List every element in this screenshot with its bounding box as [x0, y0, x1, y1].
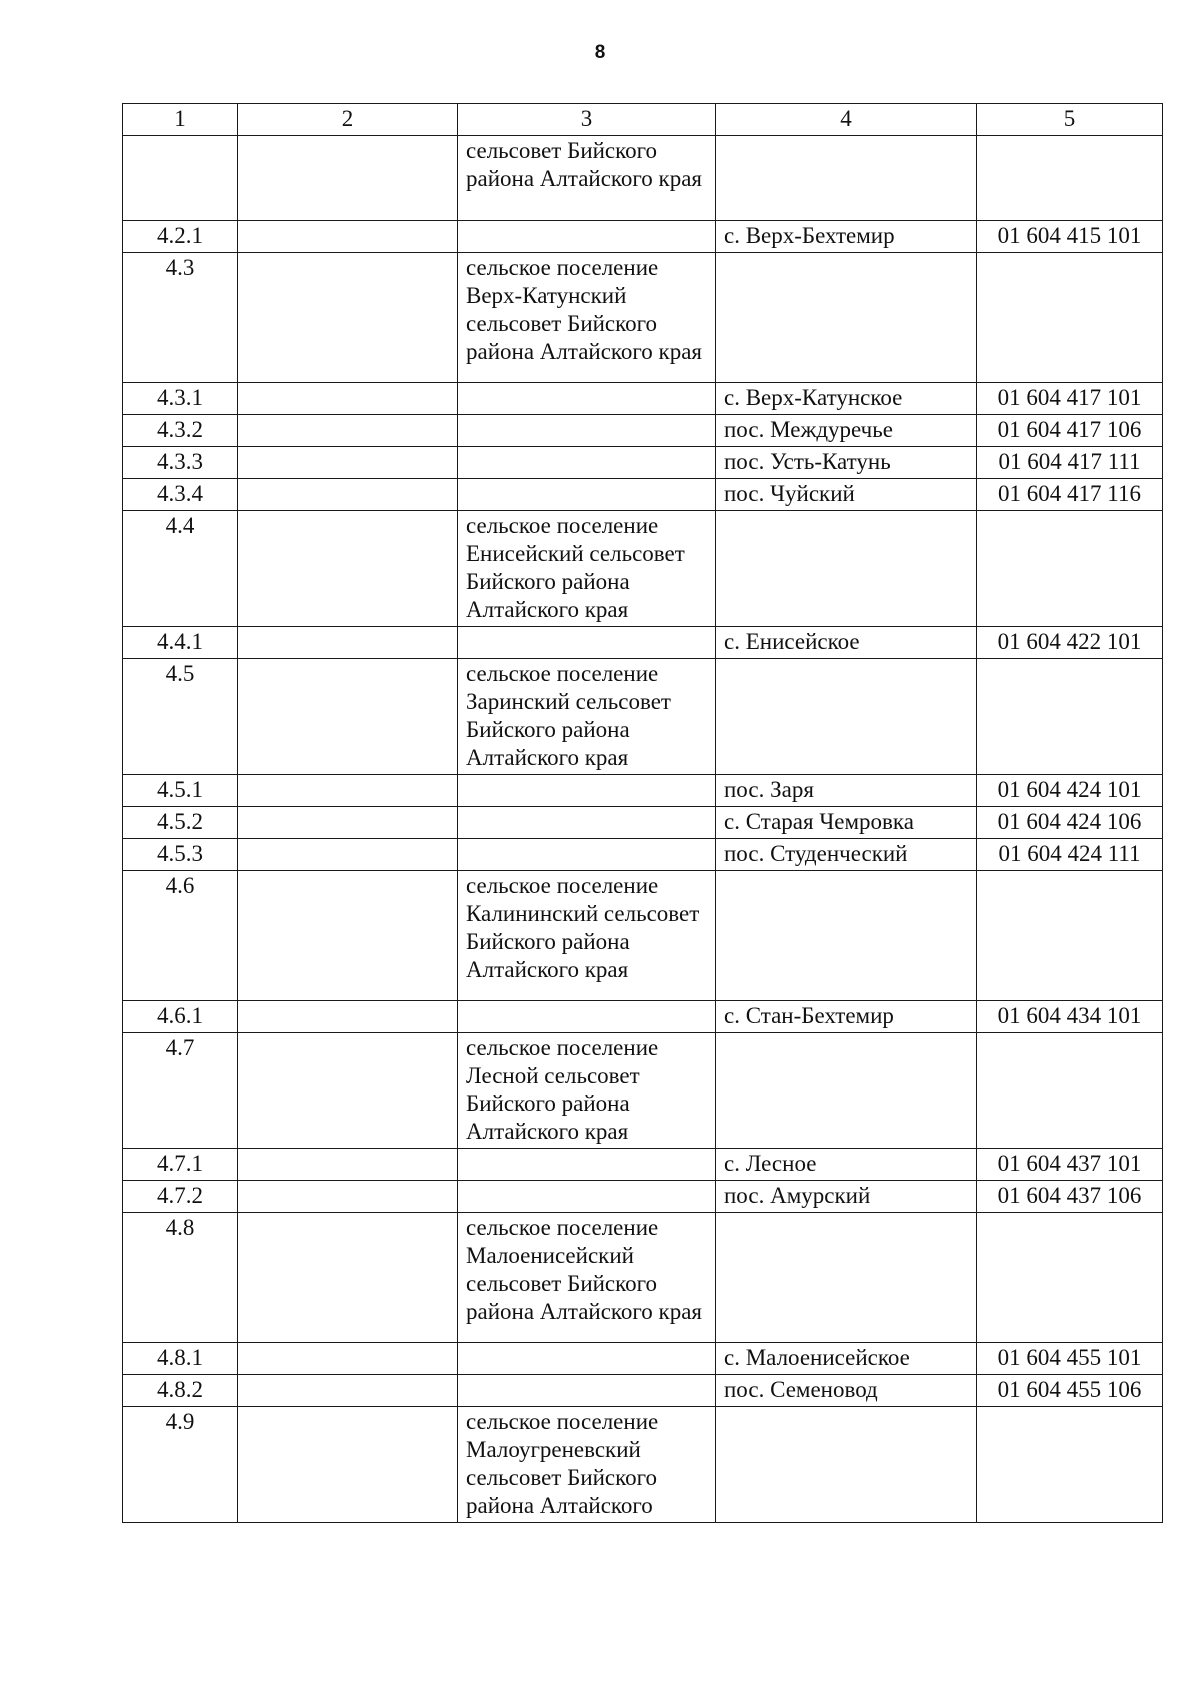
row-number: 4.9 [123, 1407, 238, 1523]
column-2-cell [238, 1407, 458, 1523]
table-row [123, 659, 1163, 775]
row-number: 4.3.4 [123, 479, 238, 511]
column-header-3: 3 [458, 104, 716, 136]
column-2-cell [238, 1343, 458, 1375]
column-2-cell [238, 775, 458, 807]
column-2-cell [238, 383, 458, 415]
column-2-cell [238, 511, 458, 627]
municipality-name [458, 807, 716, 839]
table-row [123, 839, 1163, 871]
oktmo-code: 01 604 434 101 [977, 1001, 1163, 1033]
column-header-5: 5 [977, 104, 1163, 136]
oktmo-code: 01 604 422 101 [977, 627, 1163, 659]
municipality-name [458, 479, 716, 511]
column-2-cell [238, 479, 458, 511]
settlement-name [716, 871, 977, 1001]
row-number: 4.5 [123, 659, 238, 775]
table-row [123, 1001, 1163, 1033]
municipality-name [458, 415, 716, 447]
row-number: 4.7.2 [123, 1181, 238, 1213]
table-row [123, 221, 1163, 253]
header-row [123, 104, 1163, 136]
column-2-cell [238, 1033, 458, 1149]
table-row [123, 1149, 1163, 1181]
oktmo-code: 01 604 437 106 [977, 1181, 1163, 1213]
oktmo-code: 01 604 417 116 [977, 479, 1163, 511]
oktmo-code: 01 604 417 101 [977, 383, 1163, 415]
municipality-name: сельское поселение Калининский сельсовет Бийского района Алтайского края [458, 871, 716, 1001]
row-number: 4.8.2 [123, 1375, 238, 1407]
oktmo-code [977, 659, 1163, 775]
column-2-cell [238, 1375, 458, 1407]
table-row [123, 1181, 1163, 1213]
settlement-name: с. Енисейское [716, 627, 977, 659]
row-number: 4.4.1 [123, 627, 238, 659]
settlement-name [716, 511, 977, 627]
settlement-name: пос. Заря [716, 775, 977, 807]
settlement-name [716, 1033, 977, 1149]
table-row [123, 479, 1163, 511]
settlement-name [716, 136, 977, 221]
settlement-name: пос. Студенческий [716, 839, 977, 871]
row-number: 4.3.3 [123, 447, 238, 479]
oktmo-code [977, 1407, 1163, 1523]
table-header [123, 104, 1163, 136]
row-number: 4.4 [123, 511, 238, 627]
settlement-name [716, 1407, 977, 1523]
column-2-cell [238, 447, 458, 479]
table-row [123, 447, 1163, 479]
municipality-name: сельское поселение Малоенисейский сельсовет Бийского района Алтайского края [458, 1213, 716, 1343]
row-number [123, 136, 238, 221]
oktmo-code [977, 1213, 1163, 1343]
settlement-name [716, 253, 977, 383]
oktmo-code: 01 604 424 111 [977, 839, 1163, 871]
settlement-name: с. Малоенисейское [716, 1343, 977, 1375]
municipality-name [458, 627, 716, 659]
oktmo-code: 01 604 437 101 [977, 1149, 1163, 1181]
settlement-name: с. Стан-Бехтемир [716, 1001, 977, 1033]
column-2-cell [238, 1181, 458, 1213]
column-header-2: 2 [238, 104, 458, 136]
row-number: 4.6.1 [123, 1001, 238, 1033]
row-number: 4.7.1 [123, 1149, 238, 1181]
table-row [123, 627, 1163, 659]
settlement-name: с. Лесное [716, 1149, 977, 1181]
row-number: 4.5.1 [123, 775, 238, 807]
column-2-cell [238, 221, 458, 253]
column-header-4: 4 [716, 104, 977, 136]
oktmo-code: 01 604 417 111 [977, 447, 1163, 479]
municipality-name [458, 447, 716, 479]
table-row [123, 415, 1163, 447]
oktmo-code [977, 136, 1163, 221]
row-number: 4.3 [123, 253, 238, 383]
table-row [123, 1343, 1163, 1375]
municipality-name: сельсовет Бийского района Алтайского края [458, 136, 716, 221]
row-number: 4.5.3 [123, 839, 238, 871]
settlement-name: с. Верх-Катунское [716, 383, 977, 415]
settlement-name [716, 1213, 977, 1343]
municipality-name: сельское поселение Енисейский сельсовет Бийского района Алтайского края [458, 511, 716, 627]
oktmo-code: 01 604 455 106 [977, 1375, 1163, 1407]
oktmo-code: 01 604 424 101 [977, 775, 1163, 807]
column-2-cell [238, 415, 458, 447]
table-row [123, 511, 1163, 627]
oktmo-code: 01 604 455 101 [977, 1343, 1163, 1375]
oktmo-code: 01 604 415 101 [977, 221, 1163, 253]
municipality-name [458, 221, 716, 253]
oktmo-code [977, 253, 1163, 383]
table-row [123, 1407, 1163, 1523]
column-2-cell [238, 871, 458, 1001]
table-row [123, 136, 1163, 221]
settlements-table [122, 103, 1163, 1523]
oktmo-code: 01 604 424 106 [977, 807, 1163, 839]
settlement-name: пос. Междуречье [716, 415, 977, 447]
table-row [123, 383, 1163, 415]
settlement-name: пос. Семеновод [716, 1375, 977, 1407]
settlement-name: пос. Усть-Катунь [716, 447, 977, 479]
column-2-cell [238, 253, 458, 383]
column-header-1: 1 [123, 104, 238, 136]
table-row [123, 253, 1163, 383]
column-2-cell [238, 1213, 458, 1343]
oktmo-code: 01 604 417 106 [977, 415, 1163, 447]
settlement-name: с. Верх-Бехтемир [716, 221, 977, 253]
row-number: 4.3.1 [123, 383, 238, 415]
row-number: 4.5.2 [123, 807, 238, 839]
municipality-name: сельское поселение Заринский сельсовет Бийского района Алтайского края [458, 659, 716, 775]
column-2-cell [238, 1001, 458, 1033]
table-body [123, 136, 1163, 1523]
table-row [123, 871, 1163, 1001]
oktmo-code [977, 511, 1163, 627]
municipality-name [458, 1181, 716, 1213]
table-row [123, 1213, 1163, 1343]
column-2-cell [238, 136, 458, 221]
oktmo-code [977, 1033, 1163, 1149]
row-number: 4.2.1 [123, 221, 238, 253]
municipality-name: сельское поселение Верх-Катунский сельсовет Бийского района Алтайского края [458, 253, 716, 383]
municipality-name [458, 839, 716, 871]
settlement-name: пос. Чуйский [716, 479, 977, 511]
row-number: 4.6 [123, 871, 238, 1001]
municipality-name [458, 1343, 716, 1375]
column-2-cell [238, 807, 458, 839]
municipality-name [458, 1149, 716, 1181]
municipality-name: сельское поселение Лесной сельсовет Бийского района Алтайского края [458, 1033, 716, 1149]
municipality-name [458, 1375, 716, 1407]
column-2-cell [238, 1149, 458, 1181]
settlement-name: пос. Амурский [716, 1181, 977, 1213]
column-2-cell [238, 627, 458, 659]
oktmo-code [977, 871, 1163, 1001]
table-row [123, 775, 1163, 807]
column-2-cell [238, 659, 458, 775]
page-number: 8 [594, 42, 606, 63]
table-row [123, 1375, 1163, 1407]
column-2-cell [238, 839, 458, 871]
row-number: 4.8.1 [123, 1343, 238, 1375]
table-row [123, 807, 1163, 839]
row-number: 4.7 [123, 1033, 238, 1149]
municipality-name [458, 1001, 716, 1033]
table-row [123, 1033, 1163, 1149]
municipality-name [458, 383, 716, 415]
municipality-name [458, 775, 716, 807]
row-number: 4.3.2 [123, 415, 238, 447]
municipality-name: сельское поселение Малоугреневский сельсовет Бийского района Алтайского [458, 1407, 716, 1523]
settlement-name [716, 659, 977, 775]
settlement-name: с. Старая Чемровка [716, 807, 977, 839]
row-number: 4.8 [123, 1213, 238, 1343]
